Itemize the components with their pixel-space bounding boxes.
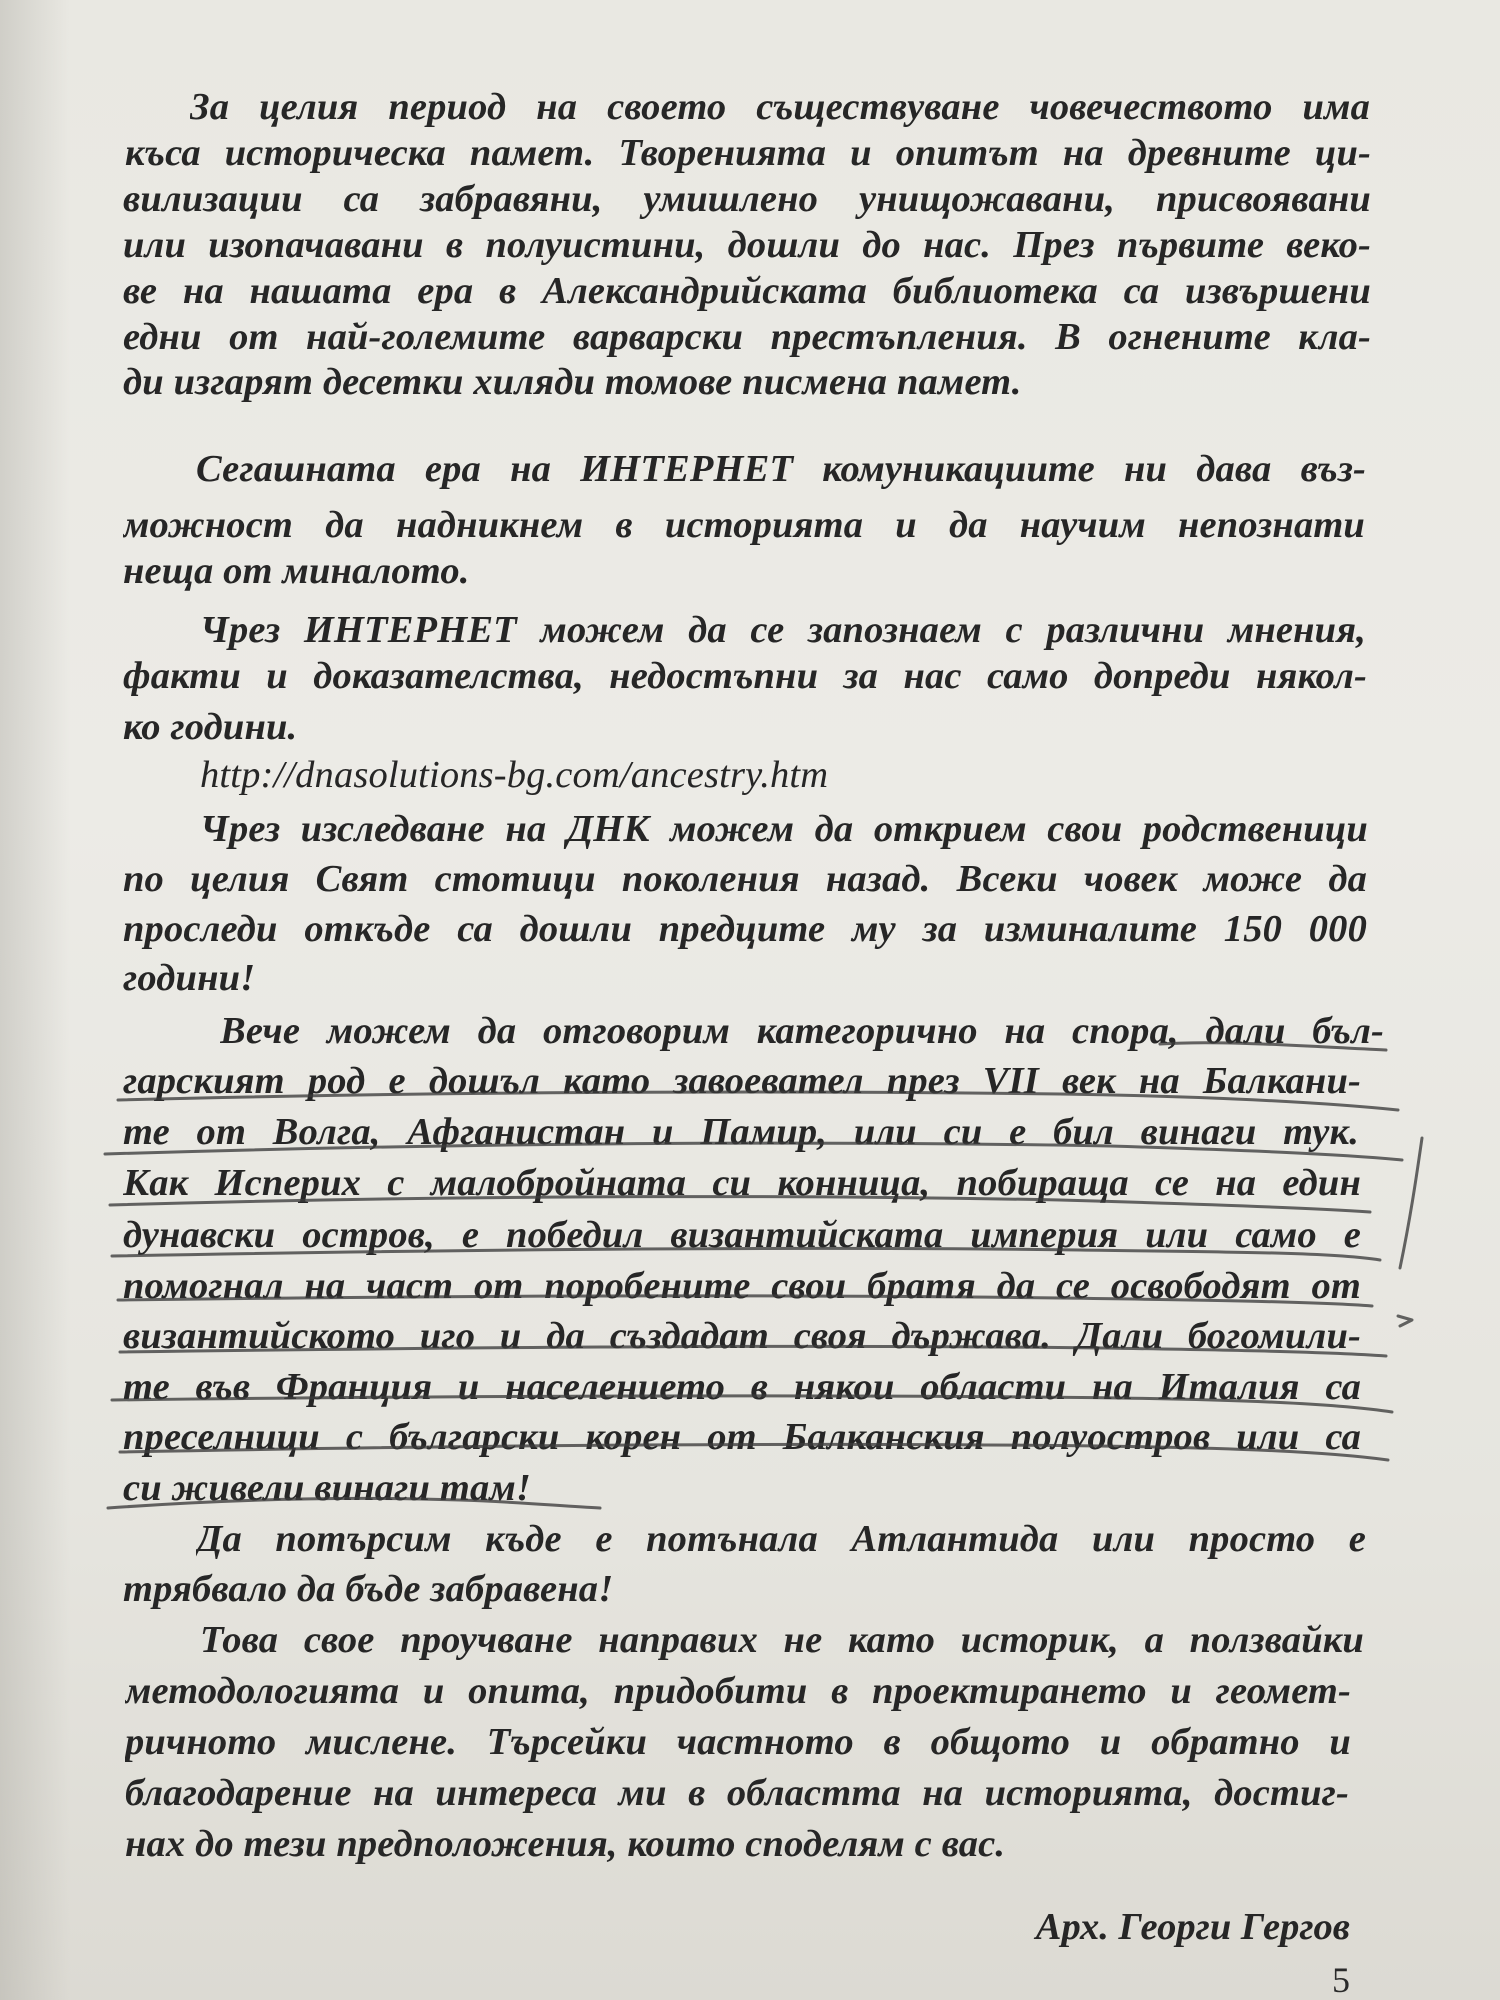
- text-line: трябвало да бъде забравена!: [123, 1568, 614, 1610]
- text-line: ко години.: [123, 706, 298, 748]
- text-line: За целия период на своето съществуване човечеството има: [190, 86, 1370, 128]
- text-line: гарският род е дошъл като завоевател през VII век на Балкани-: [123, 1060, 1361, 1102]
- text-line: можност да надникнем в историята и да научим непознати: [123, 504, 1365, 546]
- text-line: помогнал на част от поробените свои братя да се освободят от: [123, 1265, 1361, 1307]
- page-number: 5: [1332, 1960, 1350, 2000]
- text-line: Как Исперих с малобройната си конница, побираща се на един: [123, 1162, 1361, 1204]
- text-line: благодарение на интереса ми в областта на историята, достиг-: [125, 1772, 1349, 1814]
- margin-arrow-mark: [1398, 1316, 1412, 1326]
- text-line: методологията и опита, придобити в проектирането и геомет-: [125, 1670, 1351, 1712]
- text-line: ричното мислене. Търсейки частното в общото и обратно и: [125, 1721, 1351, 1763]
- text-line: къса историческа памет. Творенията и опитът на древните ци-: [125, 132, 1371, 174]
- text-line: дунавски остров, е победил византийската империя или само е: [123, 1214, 1361, 1256]
- text-line: неща от миналото.: [123, 550, 470, 592]
- text-line: Чрез ИНТЕРНЕТ можем да се запознаем с различни мнения,: [200, 609, 1366, 651]
- text-line: по целия Свят стотици поколения назад. Всеки човек може да: [123, 858, 1367, 900]
- text-line: проследи откъде са дошли предците му за изминалите 150 000: [123, 908, 1367, 950]
- text-line: ди изгарят десетки хиляди томове писмена памет.: [123, 361, 1022, 403]
- author-signature: Арх. Георги Гергов: [1035, 1906, 1350, 1948]
- text-line: едни от най-големите варварски престъпления. В огнените кла-: [123, 316, 1371, 358]
- margin-bracket-mark: [1400, 1138, 1422, 1268]
- text-line: Да потърсим къде е потънала Атлантида или просто е: [196, 1518, 1366, 1560]
- text-line: византийското иго и да създадат своя държава. Дали богомили-: [123, 1315, 1361, 1357]
- text-line: Вече можем да отговорим категорично на спора, дали бъл-: [220, 1010, 1384, 1052]
- text-line: те от Волга, Афганистан и Памир, или си е бил винаги тук.: [123, 1111, 1359, 1153]
- text-line: Това свое проучване направих не като историк, а ползвайки: [200, 1619, 1364, 1661]
- text-line: вилизации са забравяни, умишлено унищожавани, присвоявани: [123, 178, 1371, 220]
- text-line: или изопачавани в полуистини, дошли до нас. През първите веко-: [123, 224, 1371, 266]
- text-line: Сегашната ера на ИНТЕРНЕТ комуникациите ни дава въз-: [196, 448, 1366, 490]
- text-line: нах до тези предположения, които споделям с вас.: [125, 1823, 1006, 1865]
- text-line: си живели винаги там!: [123, 1467, 532, 1509]
- text-line: години!: [123, 957, 256, 999]
- page-binding-shadow: [0, 0, 70, 2000]
- url-line: http://dnasolutions-bg.com/ancestry.htm: [200, 754, 829, 796]
- text-line: факти и доказателства, недостъпни за нас само допреди някол-: [123, 655, 1367, 697]
- text-line: те във Франция и населението в някои области на Италия са: [123, 1366, 1361, 1408]
- text-line: ве на нашата ера в Александрийската библиотека са извършени: [123, 270, 1371, 312]
- text-line: преселници с български корен от Балканския полуостров или са: [123, 1416, 1361, 1458]
- text-line: Чрез изследване на ДНК можем да открием свои родственици: [200, 808, 1368, 850]
